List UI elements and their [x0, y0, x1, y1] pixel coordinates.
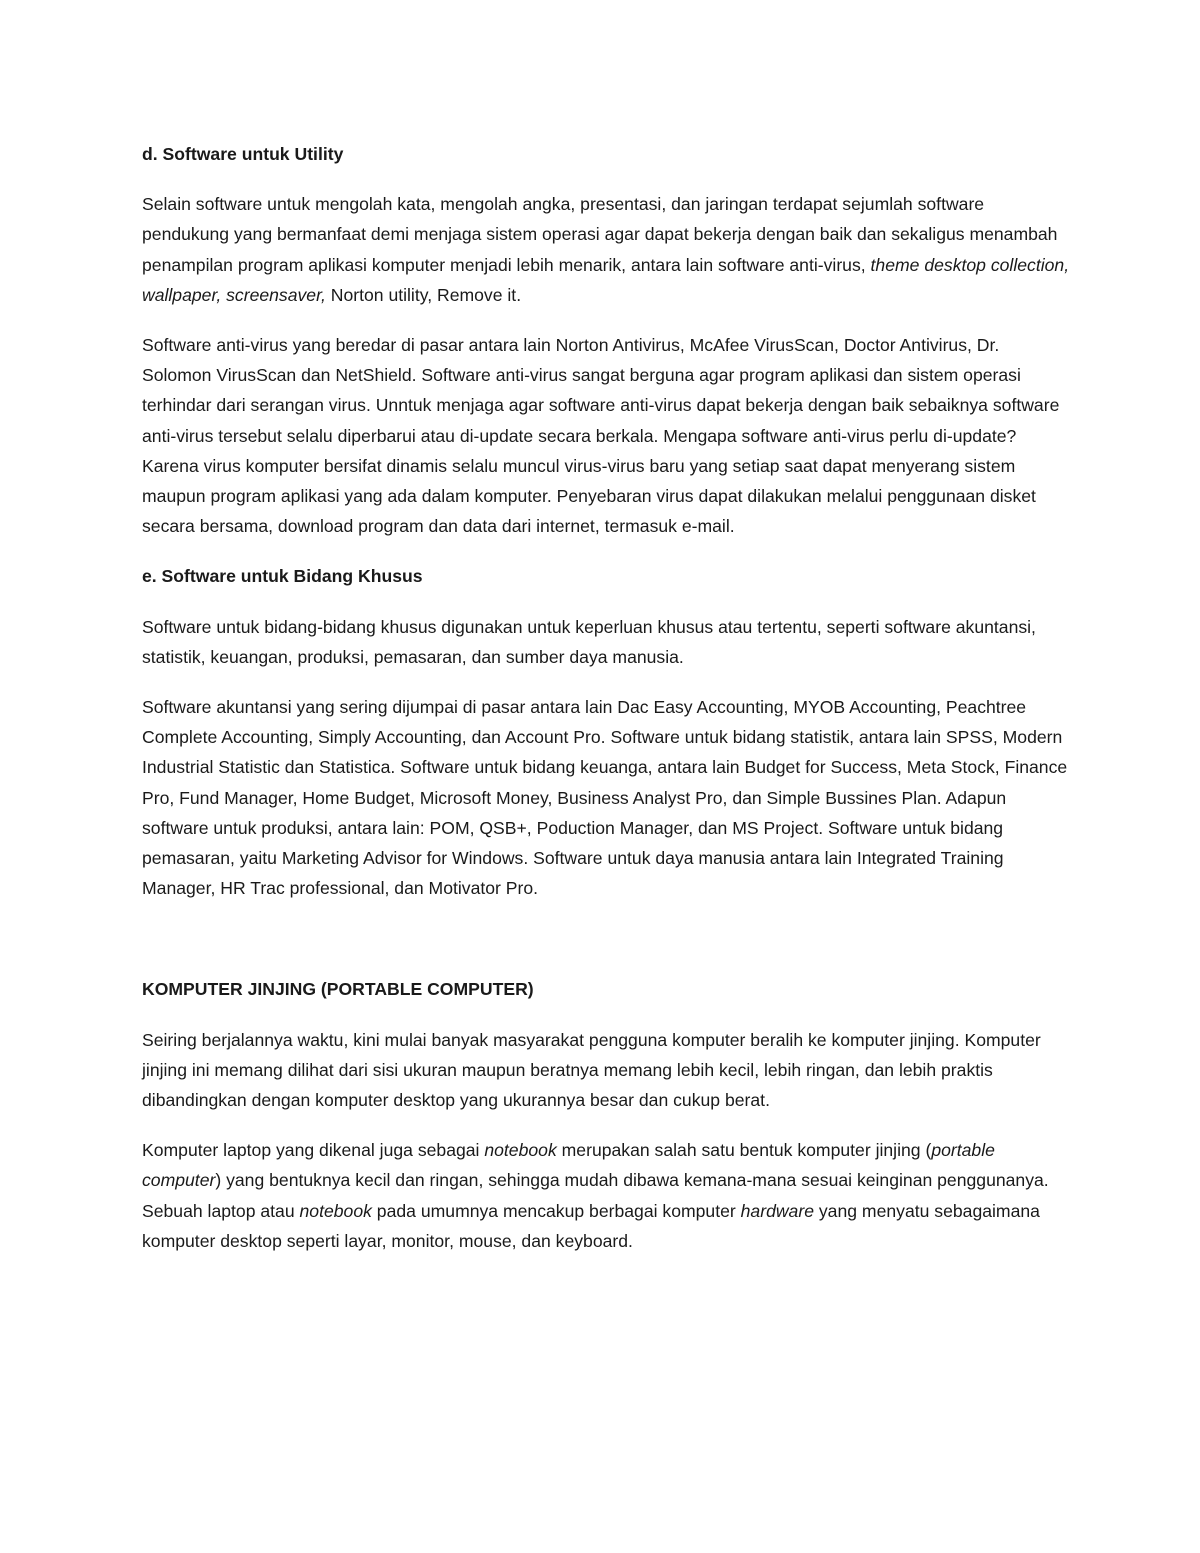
heading-komputer-jinjing: KOMPUTER JINJING (PORTABLE COMPUTER)	[142, 979, 534, 1000]
italic-run: portable computer	[142, 1140, 995, 1191]
heading-software-bidang-khusus: e. Software untuk Bidang Khusus	[142, 566, 423, 587]
italic-run: notebook	[299, 1200, 372, 1221]
italic-run: hardware	[740, 1200, 814, 1221]
paragraph-jinjing-intro: Seiring berjalannya waktu, kini mulai banyak masyarakat pengguna komputer beralih ke komputer jinjing. Komputer jinjing ini memang dilihat dari sisi ukuran maupun beratnya memang lebih kecil, lebih ringan, dan lebih praktis dibandingkan dengan komputer desktop yang ukurannya besar dan cukup berat.	[142, 1029, 1041, 1111]
paragraph-antivirus: Software anti-virus yang beredar di pasar antara lain Norton Antivirus, McAfee VirusScan, Doctor Antivirus, Dr. Solomon VirusScan dan NetShield. Software anti-virus sangat berguna agar program aplikasi dan sistem operasi terhindar dari serangan virus. Unntuk menjaga agar software anti-virus dapat bekerja dengan baik sebaiknya software anti-virus tersebut selalu diperbarui atau di-update secara berkala. Mengapa software anti-virus perlu di-update? Karena virus komputer bersifat dinamis selalu muncul virus-virus baru yang setiap saat dapat menyerang sistem maupun program aplikasi yang ada dalam komputer. Penyebaran virus dapat dilakukan melalui penggunaan disket secara bersama, download program dan data dari internet, termasuk e-mail.	[142, 335, 1060, 537]
paragraph-khusus-intro: Software untuk bidang-bidang khusus digunakan untuk keperluan khusus atau tertentu, seperti software akuntansi, statistik, keuangan, produksi, pemasaran, dan sumber daya manusia.	[142, 616, 1036, 667]
italic-run: notebook	[484, 1140, 557, 1161]
italic-run: theme desktop collection, wallpaper, screensaver,	[142, 254, 1070, 305]
document-body	[142, 139, 1072, 1276]
paragraph-laptop	[142, 1135, 1072, 1256]
section-spacer	[142, 923, 1072, 974]
paragraph-khusus-examples: Software akuntansi yang sering dijumpai di pasar antara lain Dac Easy Accounting, MYOB Accounting, Peachtree Complete Accounting, Simply Accounting, dan Account Pro. Software untuk bidang statistik, antara lain SPSS, Modern Industrial Statistic dan Statistica. Software untuk bidang keuanga, antara lain Budget for Success, Meta Stock, Finance Pro, Fund Manager, Home Budget, Microsoft Money, Business Analyst Pro, dan Simple Bussines Plan. Adapun software untuk produksi, antara lain: POM, QSB+, Poduction Manager, dan MS Project. Software untuk bidang pemasaran, yaitu Marketing Advisor for Windows. Software untuk daya manusia antara lain Integrated Training Manager, HR Trac professional, dan Motivator Pro.	[142, 697, 1068, 899]
text-run: yang menyatu sebagaimana komputer desktop seperti layar, monitor, mouse, dan keyboard.	[142, 1200, 1040, 1251]
heading-software-utility: d. Software untuk Utility	[142, 144, 344, 164]
text-run: ) yang bentuknya kecil dan ringan, sehingga mudah dibawa kemana-mana sesuai keinginan penggunanya. Sebuah laptop atau	[142, 1170, 1049, 1221]
text-run: Selain software untuk mengolah kata, mengolah angka, presentasi, dan jaringan terdapat sejumlah software pendukung yang bermanfaat demi menjaga sistem operasi agar dapat bekerja dengan baik dan sekaligus menambah penampilan program aplikasi komputer menjadi lebih menarik, antara lain software anti-virus,	[142, 194, 1058, 275]
paragraph-utility-intro	[142, 189, 1072, 310]
text-run: pada umumnya mencakup berbagai komputer	[371, 1200, 741, 1221]
text-run: Komputer laptop yang dikenal juga sebagai	[142, 1140, 485, 1161]
text-run: Norton utility, Remove it.	[325, 284, 522, 305]
text-run: merupakan salah satu bentuk komputer jinjing (	[556, 1140, 932, 1161]
